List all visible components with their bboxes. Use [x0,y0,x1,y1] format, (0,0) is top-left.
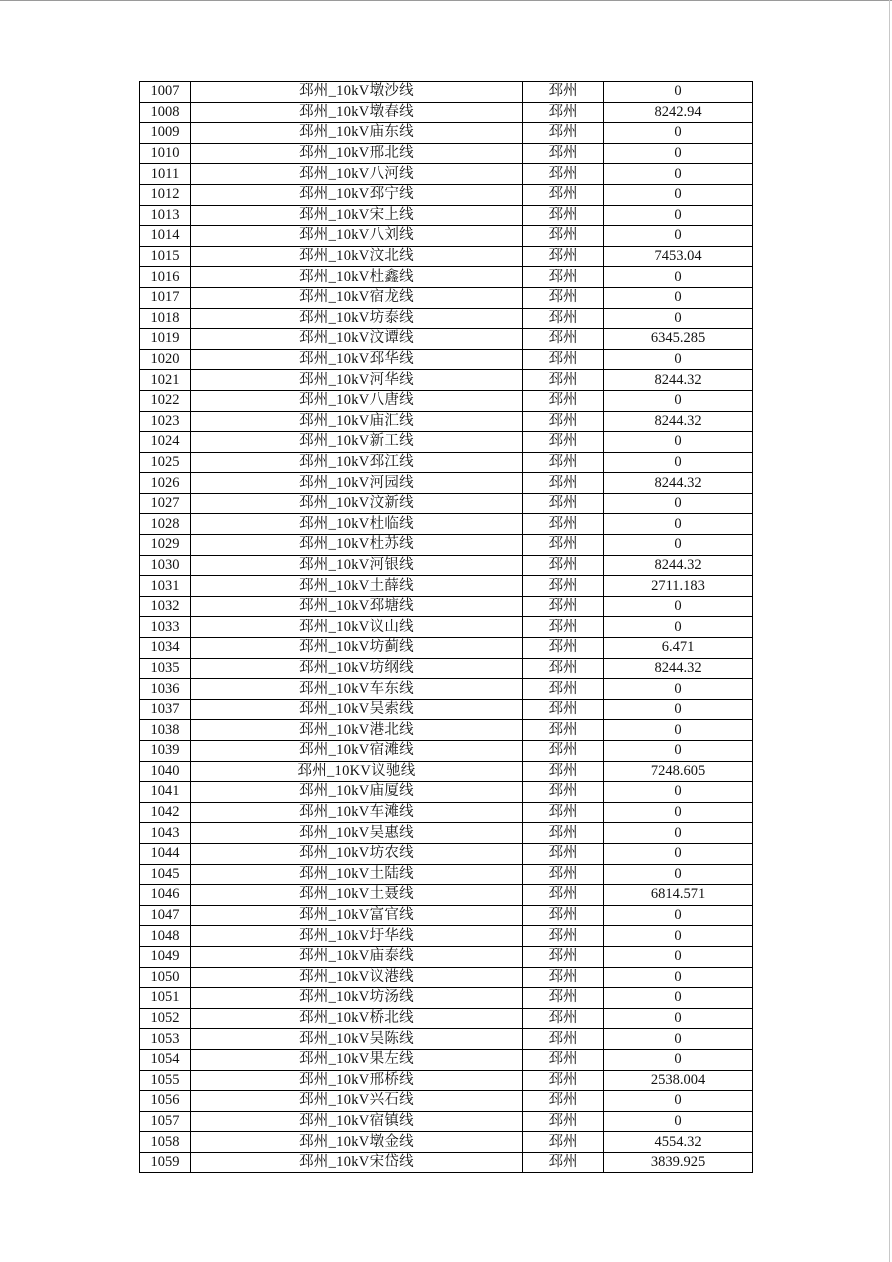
row-id-cell: 1014 [140,226,191,247]
row-id-cell: 1017 [140,287,191,308]
row-id-cell: 1036 [140,679,191,700]
row-id-cell: 1057 [140,1111,191,1132]
line-name-cell: 邳州_10kV议山线 [191,617,523,638]
line-name-cell: 邳州_10kV富官线 [191,905,523,926]
table-row [140,535,753,556]
area-cell: 邳州 [523,473,604,494]
area-cell: 邳州 [523,596,604,617]
row-id-cell: 1045 [140,864,191,885]
area-cell: 邳州 [523,885,604,906]
value-cell: 0 [604,493,753,514]
table-row [140,1091,753,1112]
row-id-cell: 1054 [140,1049,191,1070]
value-cell: 0 [604,308,753,329]
value-cell: 8244.32 [604,473,753,494]
area-cell: 邳州 [523,1029,604,1050]
value-cell: 0 [604,1091,753,1112]
table-row [140,411,753,432]
area-cell: 邳州 [523,184,604,205]
row-id-cell: 1031 [140,576,191,597]
value-cell: 0 [604,184,753,205]
table-row [140,82,753,103]
area-cell: 邳州 [523,555,604,576]
line-name-cell: 邳州_10kV土聂线 [191,885,523,906]
value-cell: 8244.32 [604,411,753,432]
line-name-cell: 邳州_10kV车滩线 [191,802,523,823]
table-row [140,555,753,576]
table-row [140,802,753,823]
table-row [140,349,753,370]
table-row [140,143,753,164]
value-cell: 6814.571 [604,885,753,906]
value-cell: 6345.285 [604,329,753,350]
area-cell: 邳州 [523,246,604,267]
line-name-cell: 邳州_10kV墩春线 [191,102,523,123]
value-cell: 0 [604,390,753,411]
area-cell: 邳州 [523,658,604,679]
table-row [140,638,753,659]
row-id-cell: 1008 [140,102,191,123]
table-row [140,1049,753,1070]
table-row [140,720,753,741]
area-cell: 邳州 [523,308,604,329]
area-cell: 邳州 [523,1111,604,1132]
line-name-cell: 邳州_10kV墩沙线 [191,82,523,103]
table-row [140,761,753,782]
row-id-cell: 1029 [140,535,191,556]
row-id-cell: 1007 [140,82,191,103]
line-name-cell: 邳州_10kV土陆线 [191,864,523,885]
value-cell: 0 [604,905,753,926]
row-id-cell: 1049 [140,946,191,967]
row-id-cell: 1025 [140,452,191,473]
line-name-cell: 邳州_10kV坊蓟线 [191,638,523,659]
row-id-cell: 1058 [140,1132,191,1153]
feeder-table [139,81,753,1173]
value-cell: 0 [604,617,753,638]
value-cell: 0 [604,164,753,185]
line-name-cell: 邳州_10kV河银线 [191,555,523,576]
row-id-cell: 1030 [140,555,191,576]
table-row [140,885,753,906]
area-cell: 邳州 [523,205,604,226]
row-id-cell: 1019 [140,329,191,350]
value-cell: 0 [604,287,753,308]
table-row [140,123,753,144]
line-name-cell: 邳州_10kV邢桥线 [191,1070,523,1091]
value-cell: 0 [604,946,753,967]
table-row [140,741,753,762]
row-id-cell: 1059 [140,1152,191,1173]
row-id-cell: 1042 [140,802,191,823]
area-cell: 邳州 [523,226,604,247]
line-name-cell: 邳州_10kV坊农线 [191,843,523,864]
area-cell: 邳州 [523,82,604,103]
table-row [140,102,753,123]
area-cell: 邳州 [523,864,604,885]
value-cell: 0 [604,535,753,556]
area-cell: 邳州 [523,267,604,288]
table-row [140,679,753,700]
area-cell: 邳州 [523,679,604,700]
table-row [140,493,753,514]
area-cell: 邳州 [523,946,604,967]
table-row [140,823,753,844]
table-row [140,514,753,535]
value-cell: 0 [604,1029,753,1050]
row-id-cell: 1024 [140,432,191,453]
table-row [140,287,753,308]
feeder-table-body [140,82,753,1173]
value-cell: 0 [604,679,753,700]
line-name-cell: 邳州_10kV邳塘线 [191,596,523,617]
area-cell: 邳州 [523,843,604,864]
line-name-cell: 邳州_10kV杜苏线 [191,535,523,556]
table-row [140,905,753,926]
area-cell: 邳州 [523,802,604,823]
value-cell: 0 [604,1049,753,1070]
row-id-cell: 1032 [140,596,191,617]
row-id-cell: 1053 [140,1029,191,1050]
table-row [140,864,753,885]
row-id-cell: 1056 [140,1091,191,1112]
value-cell: 3839.925 [604,1152,753,1173]
line-name-cell: 邳州_10kV八唐线 [191,390,523,411]
line-name-cell: 邳州_10kV汶北线 [191,246,523,267]
table-row [140,596,753,617]
line-name-cell: 邳州_10kV宋岱线 [191,1152,523,1173]
area-cell: 邳州 [523,741,604,762]
row-id-cell: 1033 [140,617,191,638]
area-cell: 邳州 [523,411,604,432]
area-cell: 邳州 [523,761,604,782]
value-cell: 8244.32 [604,370,753,391]
value-cell: 0 [604,123,753,144]
area-cell: 邳州 [523,493,604,514]
area-cell: 邳州 [523,638,604,659]
row-id-cell: 1011 [140,164,191,185]
line-name-cell: 邳州_10kV车东线 [191,679,523,700]
area-cell: 邳州 [523,287,604,308]
line-name-cell: 邳州_10kV庙汇线 [191,411,523,432]
line-name-cell: 邳州_10kV新工线 [191,432,523,453]
line-name-cell: 邳州_10kV土薛线 [191,576,523,597]
table-row [140,267,753,288]
value-cell: 0 [604,1008,753,1029]
table-row [140,1029,753,1050]
area-cell: 邳州 [523,1091,604,1112]
table-row [140,184,753,205]
row-id-cell: 1027 [140,493,191,514]
value-cell: 0 [604,843,753,864]
line-name-cell: 邳州_10kV宿镇线 [191,1111,523,1132]
area-cell: 邳州 [523,164,604,185]
area-cell: 邳州 [523,123,604,144]
area-cell: 邳州 [523,926,604,947]
line-name-cell: 邳州_10kV港北线 [191,720,523,741]
row-id-cell: 1009 [140,123,191,144]
row-id-cell: 1043 [140,823,191,844]
value-cell: 0 [604,699,753,720]
area-cell: 邳州 [523,1070,604,1091]
table-row [140,1152,753,1173]
value-cell: 2711.183 [604,576,753,597]
line-name-cell: 邳州_10kV果左线 [191,1049,523,1070]
value-cell: 4554.32 [604,1132,753,1153]
value-cell: 0 [604,452,753,473]
value-cell: 0 [604,988,753,1009]
value-cell: 8244.32 [604,658,753,679]
area-cell: 邳州 [523,823,604,844]
line-name-cell: 邳州_10kV坊纲线 [191,658,523,679]
area-cell: 邳州 [523,967,604,988]
line-name-cell: 邳州_10kV议港线 [191,967,523,988]
value-cell: 0 [604,205,753,226]
line-name-cell: 邳州_10kV邢北线 [191,143,523,164]
line-name-cell: 邳州_10kV吴索线 [191,699,523,720]
row-id-cell: 1020 [140,349,191,370]
line-name-cell: 邳州_10kV坊汤线 [191,988,523,1009]
value-cell: 0 [604,226,753,247]
row-id-cell: 1051 [140,988,191,1009]
row-id-cell: 1018 [140,308,191,329]
value-cell: 0 [604,720,753,741]
line-name-cell: 邳州_10kV庙厦线 [191,782,523,803]
line-name-cell: 邳州_10kV宿龙线 [191,287,523,308]
line-name-cell: 邳州_10kV邳江线 [191,452,523,473]
line-name-cell: 邳州_10kV吴陈线 [191,1029,523,1050]
line-name-cell: 邳州_10kV河华线 [191,370,523,391]
line-name-cell: 邳州_10kV八刘线 [191,226,523,247]
table-row [140,843,753,864]
value-cell: 0 [604,596,753,617]
line-name-cell: 邳州_10kV庙泰线 [191,946,523,967]
area-cell: 邳州 [523,514,604,535]
table-row [140,1008,753,1029]
row-id-cell: 1052 [140,1008,191,1029]
table-row [140,617,753,638]
value-cell: 0 [604,926,753,947]
row-id-cell: 1038 [140,720,191,741]
line-name-cell: 邳州_10kV八河线 [191,164,523,185]
table-row [140,473,753,494]
row-id-cell: 1035 [140,658,191,679]
row-id-cell: 1023 [140,411,191,432]
row-id-cell: 1028 [140,514,191,535]
area-cell: 邳州 [523,905,604,926]
value-cell: 0 [604,864,753,885]
area-cell: 邳州 [523,1152,604,1173]
row-id-cell: 1021 [140,370,191,391]
area-cell: 邳州 [523,699,604,720]
area-cell: 邳州 [523,349,604,370]
row-id-cell: 1016 [140,267,191,288]
line-name-cell: 邳州_10kV邳宁线 [191,184,523,205]
table-row [140,308,753,329]
row-id-cell: 1040 [140,761,191,782]
table-row [140,988,753,1009]
table-row [140,390,753,411]
row-id-cell: 1034 [140,638,191,659]
table-row [140,926,753,947]
table-row [140,1132,753,1153]
row-id-cell: 1012 [140,184,191,205]
area-cell: 邳州 [523,576,604,597]
row-id-cell: 1010 [140,143,191,164]
area-cell: 邳州 [523,370,604,391]
table-row [140,782,753,803]
table-row [140,1111,753,1132]
line-name-cell: 邳州_10kV兴石线 [191,1091,523,1112]
area-cell: 邳州 [523,617,604,638]
line-name-cell: 邳州_10kV宋上线 [191,205,523,226]
value-cell: 7453.04 [604,246,753,267]
table-row [140,946,753,967]
table-row [140,658,753,679]
line-name-cell: 邳州_10kV墩金线 [191,1132,523,1153]
row-id-cell: 1044 [140,843,191,864]
value-cell: 0 [604,514,753,535]
table-row [140,329,753,350]
row-id-cell: 1039 [140,741,191,762]
area-cell: 邳州 [523,1132,604,1153]
area-cell: 邳州 [523,1049,604,1070]
line-name-cell: 邳州_10kV桥北线 [191,1008,523,1029]
value-cell: 0 [604,143,753,164]
table-row [140,967,753,988]
value-cell: 0 [604,82,753,103]
value-cell: 8242.94 [604,102,753,123]
area-cell: 邳州 [523,432,604,453]
table-row [140,452,753,473]
right-border-line [889,0,890,1262]
value-cell: 0 [604,741,753,762]
row-id-cell: 1055 [140,1070,191,1091]
value-cell: 8244.32 [604,555,753,576]
area-cell: 邳州 [523,390,604,411]
row-id-cell: 1026 [140,473,191,494]
row-id-cell: 1046 [140,885,191,906]
value-cell: 0 [604,823,753,844]
row-id-cell: 1050 [140,967,191,988]
table-row [140,576,753,597]
line-name-cell: 邳州_10kV河园线 [191,473,523,494]
line-name-cell: 邳州_10kV杜临线 [191,514,523,535]
line-name-cell: 邳州_10KV议驰线 [191,761,523,782]
value-cell: 0 [604,967,753,988]
line-name-cell: 邳州_10kV宿滩线 [191,741,523,762]
value-cell: 0 [604,802,753,823]
table-row [140,432,753,453]
area-cell: 邳州 [523,102,604,123]
value-cell: 7248.605 [604,761,753,782]
value-cell: 0 [604,1111,753,1132]
row-id-cell: 1048 [140,926,191,947]
value-cell: 0 [604,267,753,288]
line-name-cell: 邳州_10kV汶谭线 [191,329,523,350]
row-id-cell: 1022 [140,390,191,411]
row-id-cell: 1015 [140,246,191,267]
table-row [140,1070,753,1091]
area-cell: 邳州 [523,329,604,350]
value-cell: 0 [604,432,753,453]
area-cell: 邳州 [523,1008,604,1029]
row-id-cell: 1041 [140,782,191,803]
line-name-cell: 邳州_10kV邳华线 [191,349,523,370]
table-row [140,246,753,267]
line-name-cell: 邳州_10kV圩华线 [191,926,523,947]
value-cell: 0 [604,349,753,370]
value-cell: 6.471 [604,638,753,659]
line-name-cell: 邳州_10kV杜鑫线 [191,267,523,288]
area-cell: 邳州 [523,720,604,741]
line-name-cell: 邳州_10kV吴惠线 [191,823,523,844]
table-row [140,164,753,185]
area-cell: 邳州 [523,782,604,803]
area-cell: 邳州 [523,143,604,164]
row-id-cell: 1037 [140,699,191,720]
table-row [140,226,753,247]
table-row [140,205,753,226]
value-cell: 0 [604,782,753,803]
line-name-cell: 邳州_10kV汶新线 [191,493,523,514]
table-row [140,699,753,720]
area-cell: 邳州 [523,452,604,473]
row-id-cell: 1047 [140,905,191,926]
line-name-cell: 邳州_10kV庙东线 [191,123,523,144]
value-cell: 2538.004 [604,1070,753,1091]
top-border-line [0,0,892,1]
row-id-cell: 1013 [140,205,191,226]
line-name-cell: 邳州_10kV坊泰线 [191,308,523,329]
area-cell: 邳州 [523,988,604,1009]
table-row [140,370,753,391]
area-cell: 邳州 [523,535,604,556]
